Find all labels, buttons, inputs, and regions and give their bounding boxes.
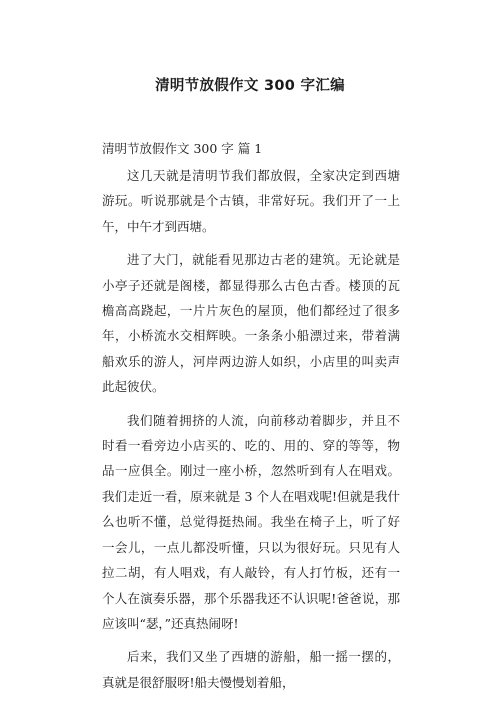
document-title: 清明节放假作文 300 字汇编 <box>155 78 345 94</box>
document-body <box>102 136 400 703</box>
section-heading: 清明节放假作文 300 字 篇 1 <box>102 141 263 156</box>
paragraph-3: 我们随着拥挤的人流，向前移动着脚步，并且不时看一看旁边小店买的、吃的、用的、穿的等等，物品一应俱全。刚过一座小桥，忽然听到有人在唱戏。我们走近一看，原来就是 3 个人在唱戏呢!但就是我什么也听不懂，总觉得挺热闹。我坐在椅子上，听了好一会儿，一点儿都没听懂，只以为很好玩。只见有人拉二胡，有人唱戏，有人敲铃，有人打竹板，还有一个人在演奏乐器，那个乐器我还不认识呢!爸爸说，那应该叫“瑟，”还真热闹呀! <box>102 412 400 631</box>
paragraph-4: 后来，我们又坐了西塘的游船，船一摇一摆的，真就是很舒服呀!船夫慢慢划着船， <box>102 649 400 690</box>
paragraph-2: 进了大门，就能看见那边古老的建筑。无论就是小亭子还就是阁楼，都显得那么古色古香。楼顶的瓦檐高高跷起，一片片灰色的屋顶，他们都经过了很多年，小桥流水交相辉映。一条条小船漂过来，带着满船欢乐的游人，河岸两边游人如织，小店里的叫卖声此起彼伏。 <box>102 252 400 395</box>
paragraph-1: 这几天就是清明节我们都放假，全家决定到西塘游玩。听说那就是个古镇，非常好玩。我们开了一上午，中午才到西塘。 <box>102 168 400 234</box>
